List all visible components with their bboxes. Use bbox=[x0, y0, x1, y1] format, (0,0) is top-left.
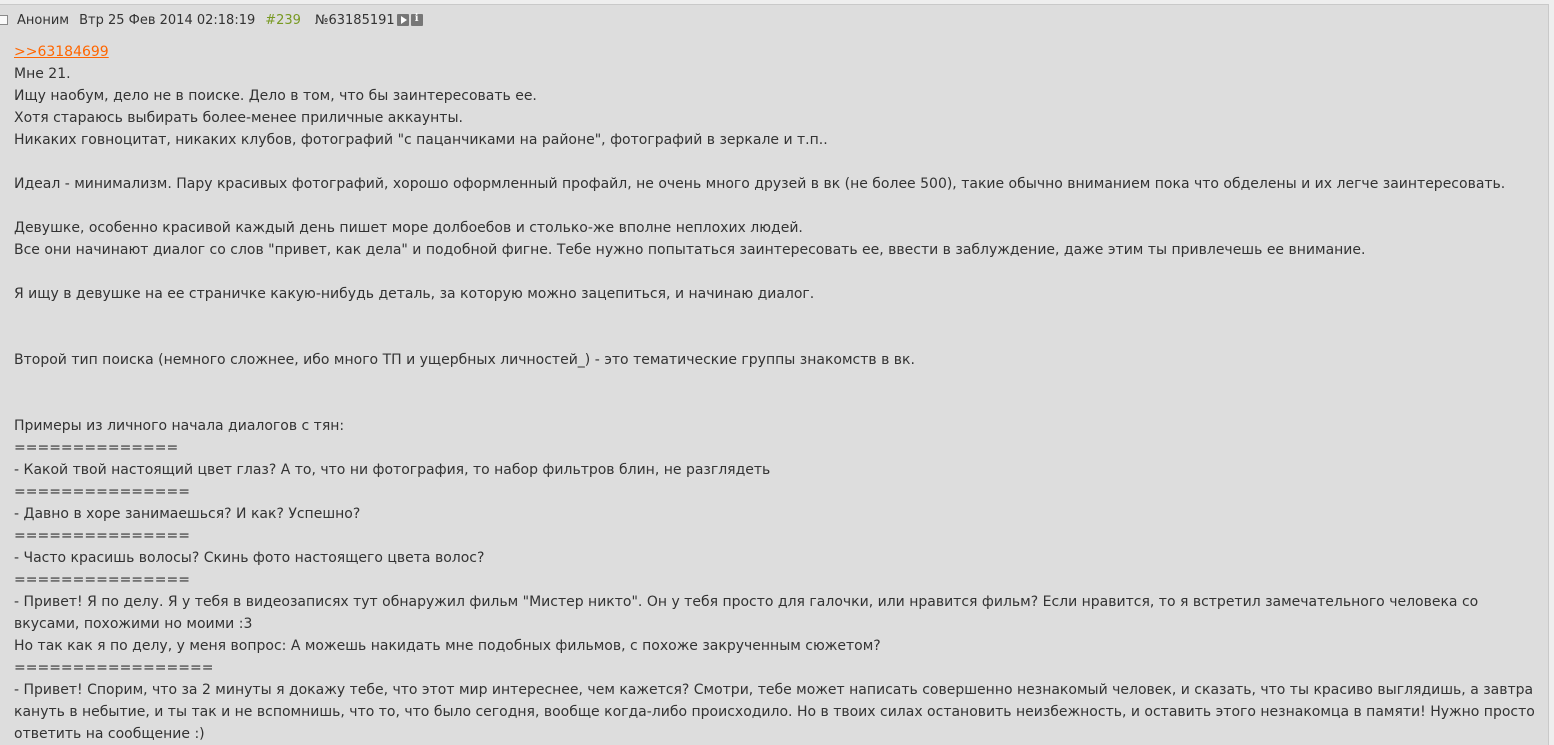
message-line: - Какой твой настоящий цвет глаз? А то, что ни фотография, то набор фильтров блин, не разглядеть bbox=[14, 462, 771, 478]
message-line: =============== bbox=[14, 528, 190, 544]
message-line bbox=[14, 371, 1539, 393]
message-line: Но так как я по делу, у меня вопрос: А можешь накидать мне подобных фильмов, с похоже закрученным сюжетом? bbox=[14, 638, 881, 654]
message-line bbox=[14, 327, 1539, 349]
message-line bbox=[14, 195, 1539, 217]
message-line: Я ищу в девушке на ее страничке какую-нибудь деталь, за которую можно зацепиться, и начинаю диалог. bbox=[14, 286, 815, 302]
message-line: Второй тип поиска (немного сложнее, ибо много ТП и ущербных личностей_) - это тематические группы знакомств в вк. bbox=[14, 352, 915, 368]
message-line: Мне 21. bbox=[14, 66, 71, 82]
post-date: Втр 25 Фев 2014 02:18:19 bbox=[79, 12, 256, 28]
message-line: - Привет! Спорим, что за 2 минуты я докажу тебе, что этот мир интереснее, чем кажется? Смотри, тебе может написать совершенно незнакомый человек, и сказать, что ты красиво выглядишь, а завтра кануть в небытие, и ты так и не вспомнишь, что то, что было сегодня, вообще когда-либо происходило. Но в твоих силах остановить неизбежность, и оставить этого незнакомца в памяти! Нужно просто ответить на сообщение :) bbox=[14, 682, 1540, 742]
post-header bbox=[0, 10, 423, 30]
message-line: - Привет! Я по делу. Я у тебя в видеозаписях тут обнаружил фильм "Мистер никто". Он у тебя просто для галочки, или нравится фильм? Если нравится, то я встретил замечательного человека со вкусами, похожими но моими :3 bbox=[14, 594, 1483, 632]
message-line: =============== bbox=[14, 484, 190, 500]
message-line: - Часто красишь волосы? Скинь фото настоящего цвета волос? bbox=[14, 550, 485, 566]
message-line bbox=[14, 261, 1539, 283]
message-line: Никаких говноцитат, никаких клубов, фотографий "с пацанчиками на районе", фотографий в зеркале и т.п.. bbox=[14, 132, 828, 148]
message-line: - Давно в хоре занимаешься? И как? Успешно? bbox=[14, 506, 361, 522]
play-icon[interactable] bbox=[397, 14, 409, 26]
message-line: Хотя стараюсь выбирать более-менее приличные аккаунты. bbox=[14, 110, 463, 126]
post-message bbox=[14, 41, 1539, 745]
post-serial-number: #239 bbox=[265, 12, 301, 28]
message-line: ================= bbox=[14, 660, 214, 676]
info-icon[interactable] bbox=[411, 14, 423, 26]
post-select-checkbox[interactable] bbox=[0, 15, 8, 25]
message-line: Примеры из личного начала диалогов с тян: bbox=[14, 418, 345, 434]
message-line: =============== bbox=[14, 572, 190, 588]
message-line: Все они начинают диалог со слов "привет, как дела" и подобной фигне. Тебе нужно попытаться заинтересовать ее, ввести в заблуждение, даже этим ты привлечешь ее внимание. bbox=[14, 242, 1366, 258]
poster-name: Аноним bbox=[17, 12, 70, 28]
message-line bbox=[14, 305, 1539, 327]
message-line: Ищу наобум, дело не в поиске. Дело в том, что бы заинтересовать ее. bbox=[14, 88, 537, 104]
message-line: ============== bbox=[14, 440, 179, 456]
post-number-link[interactable]: №63185191 bbox=[314, 12, 395, 28]
message-line: Идеал - минимализм. Пару красивых фотографий, хорошо оформленный профайл, не очень много друзей в вк (не более 500), такие обычно вниманием пока что обделены и их легче заинтересовать. bbox=[14, 176, 1506, 192]
reply-link[interactable]: >>63184699 bbox=[14, 44, 109, 60]
message-line bbox=[14, 151, 1539, 173]
post bbox=[0, 4, 1549, 745]
message-line bbox=[14, 393, 1539, 415]
message-line: Девушке, особенно красивой каждый день пишет море долбоебов и столько-же вполне неплохих людей. bbox=[14, 220, 803, 236]
